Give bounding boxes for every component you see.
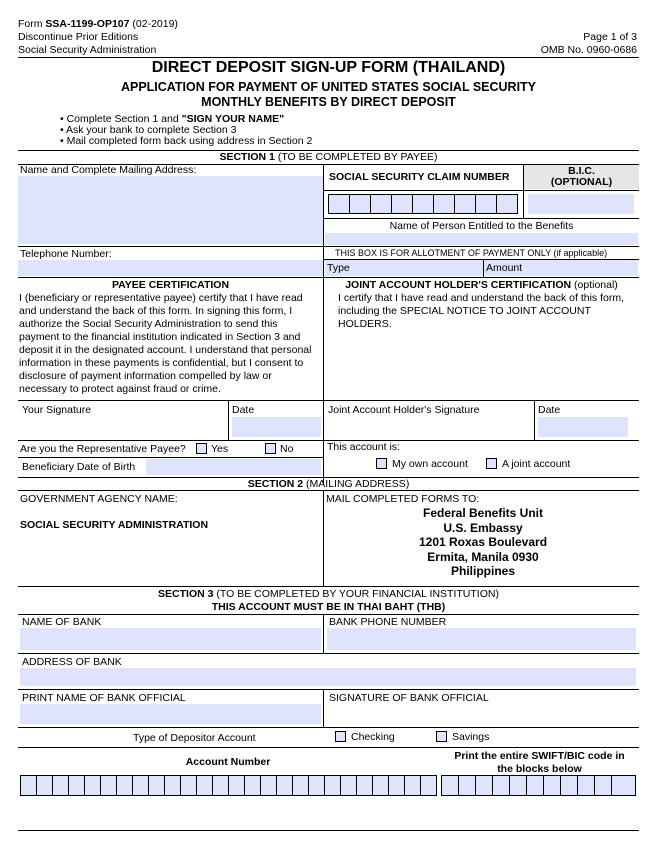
bic-label: B.I.C. (OPTIONAL): [550, 165, 613, 188]
section1-header: SECTION 1 (TO BE COMPLETED BY PAYEE): [219, 151, 438, 163]
ssn-cell[interactable]: [412, 194, 433, 214]
no-label: No: [280, 443, 294, 455]
account-number-cell[interactable]: [20, 775, 36, 796]
your-signature-label: Your Signature: [22, 404, 92, 416]
account-number-cell[interactable]: [164, 775, 180, 796]
ssn-cell[interactable]: [496, 194, 518, 214]
allotment-label: THIS BOX IS FOR ALLOTMENT OF PAYMENT ONLY (if applicable): [335, 248, 608, 258]
bank-address-label: ADDRESS OF BANK: [22, 656, 122, 668]
instruction-3: • Mail completed form back using address in Section 2: [60, 135, 313, 147]
joint-account-label: A joint account: [502, 458, 571, 470]
account-number-cell[interactable]: [292, 775, 308, 796]
telephone-label: Telephone Number:: [20, 248, 112, 260]
joint-cert-title: JOINT ACCOUNT HOLDER'S CERTIFICATION (optional): [345, 279, 618, 291]
rep-payee-question: Are you the Representative Payee?: [20, 443, 186, 455]
bank-name-field[interactable]: [20, 628, 321, 650]
account-number-cell[interactable]: [244, 775, 260, 796]
bank-phone-label: BANK PHONE NUMBER: [329, 616, 447, 628]
checking-checkbox[interactable]: [335, 731, 346, 742]
instruction-1: • Complete Section 1 and "SIGN YOUR NAME": [60, 113, 285, 125]
payee-cert-title: PAYEE CERTIFICATION: [111, 279, 230, 291]
instructions-list: [60, 114, 312, 147]
account-number-grid[interactable]: [20, 775, 437, 796]
bic-field[interactable]: [528, 194, 634, 214]
account-number-cell[interactable]: [212, 775, 228, 796]
form-title: DIRECT DEPOSIT SIGN-UP FORM (THAILAND): [151, 59, 506, 76]
official-name-field[interactable]: [20, 704, 321, 724]
payee-cert-text: I (beneficiary or representative payee) certify that I have read and understand the back of this form. In signing this form, I authorize the Social Security Administration to send this payment to the financial institution indicated in Section 3 and deposit it in the designated account. I understand that personal information in these payments is confidential, but I consent to disclosure of payment information compelled by law or necessary to protect against fraud or crime.: [19, 292, 312, 395]
my-own-account-checkbox[interactable]: [376, 458, 387, 469]
account-number-cell[interactable]: [340, 775, 356, 796]
account-number-cell[interactable]: [52, 775, 68, 796]
official-name-label: PRINT NAME OF BANK OFFICIAL: [22, 692, 186, 704]
joint-signature-label: Joint Account Holder's Signature: [328, 404, 480, 416]
form-number: Form SSA-1199-OP107 (02-2019): [18, 18, 178, 30]
bank-phone-field[interactable]: [327, 628, 636, 650]
account-number-cell[interactable]: [260, 775, 276, 796]
account-number-cell[interactable]: [100, 775, 116, 796]
savings-checkbox[interactable]: [436, 731, 447, 742]
swift-code-cell[interactable]: [492, 775, 509, 796]
ssn-cell[interactable]: [475, 194, 496, 214]
bank-name-label: NAME OF BANK: [22, 616, 102, 628]
account-number-cell[interactable]: [420, 775, 437, 796]
swift-instructions: Print the entire SWIFT/BIC code in the blocks below: [454, 750, 625, 775]
account-number-cell[interactable]: [356, 775, 372, 796]
rep-payee-no-checkbox[interactable]: [265, 443, 276, 454]
type-label: Type: [327, 262, 350, 274]
swift-code-cell[interactable]: [526, 775, 543, 796]
swift-code-cell[interactable]: [577, 775, 594, 796]
ssn-cell[interactable]: [454, 194, 475, 214]
ssn-cell[interactable]: [349, 194, 370, 214]
account-number-cell[interactable]: [276, 775, 292, 796]
account-is-label: This account is:: [327, 441, 400, 453]
account-number-cell[interactable]: [196, 775, 212, 796]
swift-code-cell[interactable]: [594, 775, 611, 796]
joint-date-label: Date: [538, 404, 561, 416]
telephone-field[interactable]: [18, 260, 323, 276]
depositor-type-label: Type of Depositor Account: [133, 732, 256, 744]
section3-header: SECTION 3 (TO BE COMPLETED BY YOUR FINANCIAL INSTITUTION): [158, 588, 499, 600]
rep-payee-yes-checkbox[interactable]: [196, 443, 207, 454]
my-own-account-label: My own account: [392, 458, 468, 470]
joint-account-checkbox[interactable]: [486, 458, 497, 469]
account-number-cell[interactable]: [324, 775, 340, 796]
mailing-address: Federal Benefits Unit U.S. Embassy 1201 Roxas Boulevard Ermita, Manila 0930 Philippines: [418, 506, 548, 578]
date-field[interactable]: [232, 417, 321, 437]
joint-date-field[interactable]: [538, 417, 628, 437]
entitled-label: Name of Person Entitled to the Benefits: [389, 220, 574, 232]
account-number-cell[interactable]: [308, 775, 324, 796]
agency-name-value: SOCIAL SECURITY ADMINISTRATION: [20, 519, 209, 531]
ssn-cell[interactable]: [370, 194, 391, 214]
account-number-cell[interactable]: [388, 775, 404, 796]
name-address-label: Name and Complete Mailing Address:: [20, 164, 197, 176]
bank-address-field[interactable]: [20, 668, 636, 686]
ssn-cell[interactable]: [391, 194, 412, 214]
official-signature-label: SIGNATURE OF BANK OFFICIAL: [329, 692, 489, 704]
swift-code-cell[interactable]: [611, 775, 636, 796]
account-number-cell[interactable]: [116, 775, 132, 796]
swift-code-cell[interactable]: [543, 775, 560, 796]
checking-label: Checking: [351, 731, 395, 743]
instruction-2: • Ask your bank to complete Section 3: [60, 124, 237, 136]
swift-code-cell[interactable]: [458, 775, 475, 796]
swift-code-cell[interactable]: [560, 775, 577, 796]
account-number-cell[interactable]: [148, 775, 164, 796]
swift-code-cell[interactable]: [475, 775, 492, 796]
currency-note: THIS ACCOUNT MUST BE IN THAI BAHT (THB): [211, 601, 446, 613]
date-label: Date: [232, 404, 255, 416]
joint-cert-text: I certify that I have read and understand the back of this form, including the SPECIAL NOTICE TO JOINT ACCOUNT HOLDERS.: [338, 292, 624, 330]
beneficiary-dob-label: Beneficiary Date of Birth: [22, 461, 136, 473]
ssn-grid[interactable]: [328, 194, 518, 214]
subtitle-2: MONTHLY BENEFITS BY DIRECT DEPOSIT: [201, 95, 456, 109]
account-number-cell[interactable]: [372, 775, 388, 796]
ssn-label: SOCIAL SECURITY CLAIM NUMBER: [329, 171, 510, 183]
account-number-cell[interactable]: [84, 775, 100, 796]
omb-number: OMB No. 0960-0686: [540, 44, 637, 56]
section2-header: SECTION 2 (MAILING ADDRESS): [247, 478, 410, 490]
allotment-field[interactable]: [325, 260, 638, 276]
swift-code-cell[interactable]: [509, 775, 526, 796]
account-number-cell[interactable]: [228, 775, 244, 796]
ssn-cell[interactable]: [328, 194, 349, 214]
account-number-cell[interactable]: [180, 775, 196, 796]
agency-header: Social Security Administration: [18, 44, 157, 56]
savings-label: Savings: [452, 731, 490, 743]
page-number: Page 1 of 3: [583, 31, 637, 43]
account-number-label: Account Number: [185, 756, 271, 768]
swift-code-cell[interactable]: [441, 775, 458, 796]
swift-code-grid[interactable]: [441, 775, 636, 796]
agency-name-label: GOVERNMENT AGENCY NAME:: [20, 493, 178, 505]
discontinue-note: Discontinue Prior Editions: [18, 31, 139, 43]
name-address-field[interactable]: [18, 176, 323, 244]
beneficiary-dob-field[interactable]: [146, 459, 321, 475]
account-number-cell[interactable]: [36, 775, 52, 796]
account-number-cell[interactable]: [68, 775, 84, 796]
entitled-field[interactable]: [325, 233, 638, 245]
subtitle-1: APPLICATION FOR PAYMENT OF UNITED STATES SOCIAL SECURITY: [120, 80, 537, 94]
amount-label: Amount: [486, 262, 523, 274]
yes-label: Yes: [211, 443, 229, 455]
account-number-cell[interactable]: [132, 775, 148, 796]
mail-to-label: MAIL COMPLETED FORMS TO:: [326, 493, 480, 505]
ssn-cell[interactable]: [433, 194, 454, 214]
account-number-cell[interactable]: [404, 775, 420, 796]
